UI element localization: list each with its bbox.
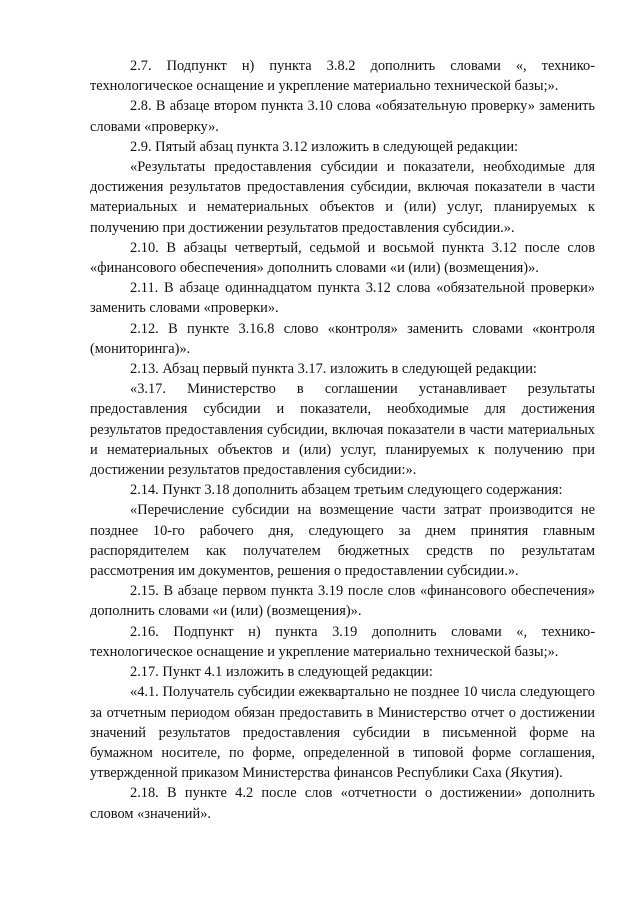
- quote-2-9: «Результаты предоставления субсидии и показатели, необходимые для достижения результатов предоставления субсидии, включая показатели в части материальных и нематериальных объектов и (или) услуг, планируемых к получению при достижении результатов предоставления субсидии.».: [90, 159, 595, 236]
- paragraph-2-11: 2.11. В абзаце одиннадцатом пункта 3.12 слова «обязательной проверки» заменить словами «проверки».: [90, 280, 595, 317]
- quote-2-13: «3.17. Министерство в соглашении устанавливает результаты предоставления субсидии и показатели, необходимые для достижения результатов предоставления субсидии, включая показатели в части материальных и нематериальных объектов и (или) услуг, планируемых к получению при достижении результатов предоставления субсидии:».: [90, 381, 595, 479]
- document-page: [90, 56, 595, 824]
- quote-2-17: «4.1. Получатель субсидии ежеквартально не позднее 10 числа следующего за отчетным периодом обязан предоставить в Министерство отчет о достижении значений результатов предоставления субсидии в письменной форме на бумажном носителе, по форме, определенной в типовой форме соглашения, утвержденной приказом Министерства финансов Республики Саха (Якутия).: [90, 684, 595, 782]
- paragraph-2-13: 2.13. Абзац первый пункта 3.17. изложить в следующей редакции:: [130, 361, 537, 378]
- paragraph-2-10: 2.10. В абзацы четвертый, седьмой и восьмой пункта 3.12 после слов «финансового обеспечения» дополнить словами «и (или) (возмещения)».: [90, 239, 595, 277]
- paragraph-2-16: 2.16. Подпункт н) пункта 3.19 дополнить словами «, технико-технологическое оснащение и укрепление материально технической базы;».: [90, 623, 595, 660]
- paragraph-2-14: 2.14. Пункт 3.18 дополнить абзацем третьим следующего содержания:: [130, 482, 563, 499]
- paragraph-2-12: 2.12. В пункте 3.16.8 слово «контроля» заменить словами «контроля (мониторинга)».: [90, 320, 595, 357]
- paragraph-2-18: 2.18. В пункте 4.2 после слов «отчетности о достижении» дополнить словом «значений».: [90, 785, 595, 822]
- paragraph-2-17: 2.17. Пункт 4.1 изложить в следующей редакции:: [130, 664, 433, 681]
- quote-2-14: «Перечисление субсидии на возмещение части затрат производится не позднее 10-го рабочего дня, следующего за днем принятия главным распорядителем как получателем бюджетных средств по результатам рассмотрения им документов, решения о предоставлении субсидии.».: [90, 502, 595, 580]
- paragraph-2-15: 2.15. В абзаце первом пункта 3.19 после слов «финансового обеспечения» дополнить словами «и (или) (возмещения)».: [90, 583, 595, 620]
- paragraph-2-9: 2.9. Пятый абзац пункта 3.12 изложить в следующей редакции:: [130, 138, 519, 155]
- paragraph-2-7: 2.7. Подпункт н) пункта 3.8.2 дополнить словами «, технико-технологическое оснащение и укрепление материально технической базы;».: [90, 58, 595, 95]
- paragraph-2-8: 2.8. В абзаце втором пункта 3.10 слова «обязательную проверку» заменить словами «проверку».: [90, 98, 595, 135]
